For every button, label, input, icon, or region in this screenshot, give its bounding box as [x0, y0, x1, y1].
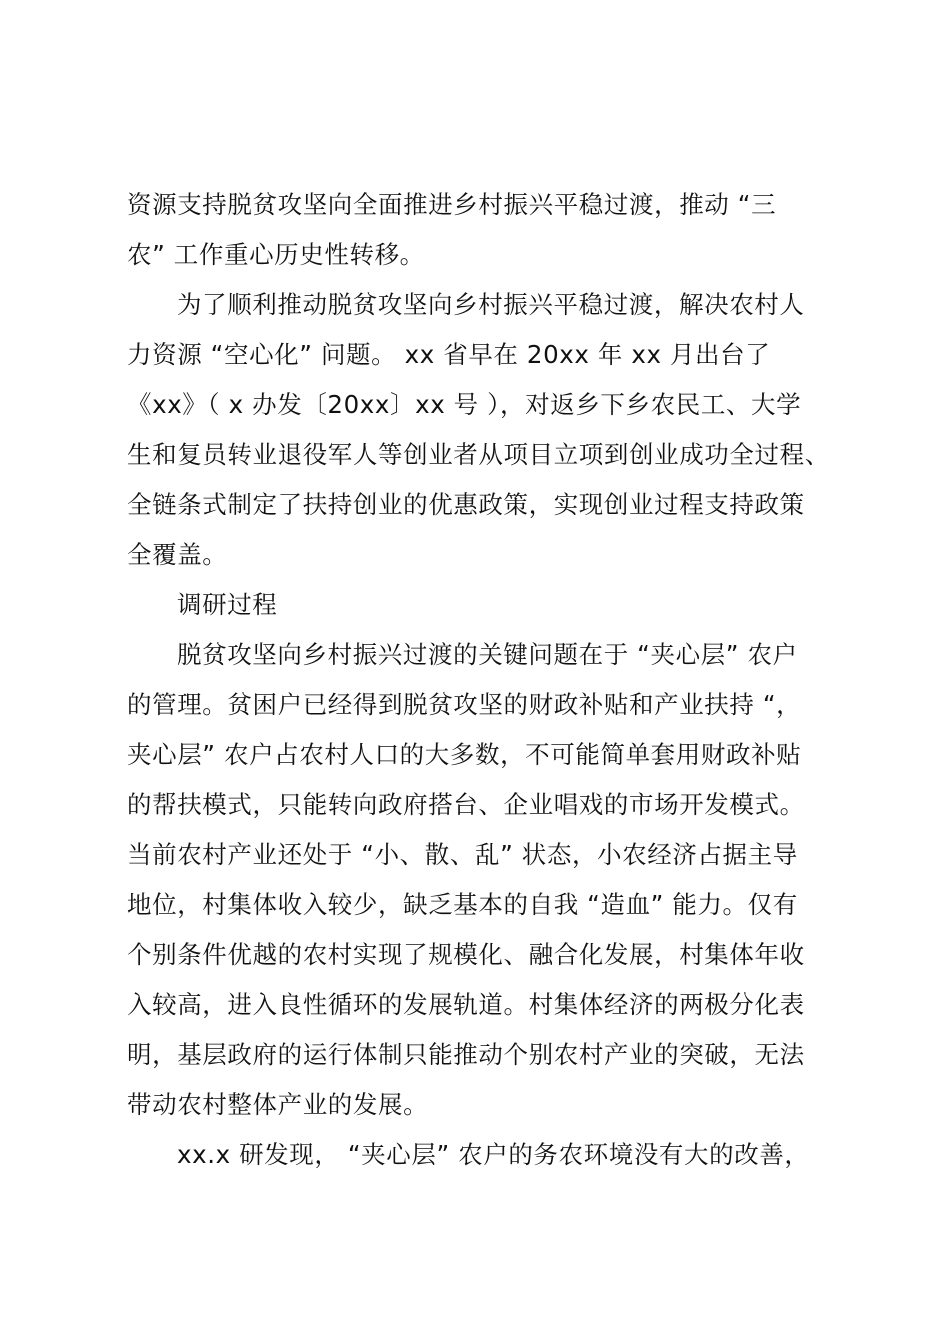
text-line: 全覆盖。	[127, 540, 228, 569]
text-line: 《xx》（ x 办发〔20xx〕xx 号 ），对返乡下乡农民工、大学	[127, 390, 802, 419]
paragraph-first-line: xx.x 研发现， “夹心层” 农户的务农环境没有大的改善，	[177, 1140, 810, 1169]
text-line: 带动农村整体产业的发展。	[127, 1090, 429, 1119]
text-line: 明，基层政府的运行体制只能推动个别农村产业的突破，无法	[127, 1040, 805, 1069]
text-line: 当前农村产业还处于 “小、散、乱” 状态，小农经济占据主导	[127, 840, 798, 869]
text-line: 夹心层” 农户占农村人口的大多数，不可能简单套用财政补贴	[127, 740, 802, 769]
text-line: 农” 工作重心历史性转移。	[127, 240, 425, 269]
text-line: 生和复员转业退役军人等创业者从项目立项到创业成功全过程、	[127, 440, 830, 469]
paragraph-first-line: 为了顺利推动脱贫攻坚向乡村振兴平稳过渡，解决农村人	[177, 290, 805, 319]
text-line: 个别条件优越的农村实现了规模化、融合化发展，村集体年收	[127, 940, 805, 969]
text-line: 资源支持脱贫攻坚向全面推进乡村振兴平稳过渡，推动 “三	[127, 190, 777, 219]
text-line: 全链条式制定了扶持创业的优惠政策，实现创业过程支持政策	[127, 490, 805, 519]
text-line: 入较高，进入良性循环的发展轨道。村集体经济的两极分化表	[127, 990, 805, 1019]
paragraph-first-line: 脱贫攻坚向乡村振兴过渡的关键问题在于 “夹心层” 农户	[177, 640, 798, 669]
text-line: 地位，村集体收入较少，缺乏基本的自我 “造血” 能力。仅有	[127, 890, 798, 919]
text-line: 力资源 “空心化” 问题。 xx 省早在 20xx 年 xx 月出台了	[127, 340, 771, 369]
text-line: 的帮扶模式，只能转向政府搭台、企业唱戏的市场开发模式。	[127, 790, 805, 819]
text-line: 的管理。贫困户已经得到脱贫攻坚的财政补贴和产业扶持 “，	[127, 690, 802, 719]
section-heading: 调研过程	[177, 590, 278, 619]
